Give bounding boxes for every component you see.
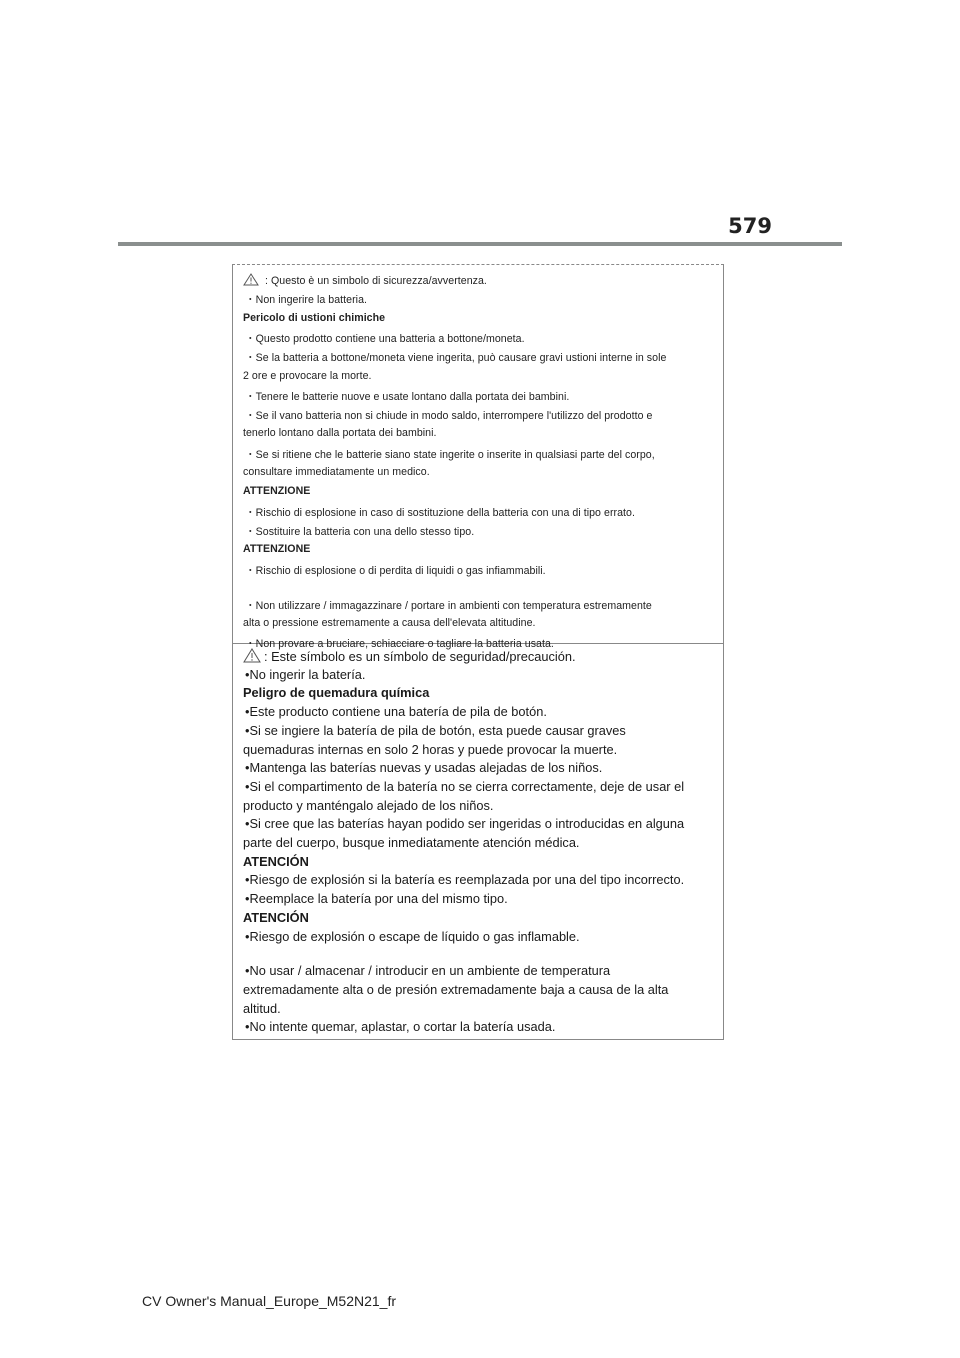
italian-line: tenerlo lontano dalla portata dei bambini. bbox=[243, 427, 437, 440]
spanish-symbol-note bbox=[243, 648, 576, 666]
italian-line: consultare immediatamente un medico. bbox=[243, 466, 430, 478]
spanish-line: •Si se ingiere la batería de pila de botón, esta puede causar graves bbox=[245, 722, 626, 738]
spanish-line: •Reemplace la batería por una del mismo tipo. bbox=[245, 891, 508, 907]
italian-line: ・Rischio di esplosione in caso di sostituzione della batteria con una di tipo errato. bbox=[245, 506, 635, 519]
italian-line: ・Tenere le batterie nuove e usate lontano dalla portata dei bambini. bbox=[245, 390, 570, 403]
italian-symbol-note-text: : Questo è un simbolo di sicurezza/avvertenza. bbox=[262, 275, 487, 287]
spanish-line: producto y manténgalo alejado de los niños. bbox=[243, 797, 494, 813]
header-rule bbox=[118, 242, 842, 246]
spanish-line: ATENCIÓN bbox=[243, 853, 309, 869]
italian-line: ・Sostituire la batteria con una dello stesso tipo. bbox=[245, 525, 475, 538]
italian-line: Pericolo di ustioni chimiche bbox=[243, 311, 386, 324]
spanish-line: •No ingerir la batería. bbox=[245, 666, 366, 682]
italian-line: ・Questo prodotto contiene una batteria a bottone/moneta. bbox=[245, 332, 525, 345]
spanish-line: •No intente quemar, aplastar, o cortar la batería usada. bbox=[245, 1019, 556, 1035]
spanish-line: •Si cree que las baterías hayan podido ser ingeridas o introducidas en alguna bbox=[245, 816, 685, 832]
spanish-line: •Riesgo de explosión si la batería es reemplazada por una del tipo incorrecto. bbox=[245, 872, 685, 888]
italian-line: ATTENZIONE bbox=[243, 485, 311, 498]
spanish-line: •No usar / almacenar / introducir en un ambiente de temperatura bbox=[245, 963, 611, 979]
spanish-line: parte del cuerpo, busque inmediatamente atención médica. bbox=[243, 835, 580, 850]
spanish-line: altitud. bbox=[243, 1000, 281, 1016]
italian-symbol-note bbox=[243, 273, 487, 289]
italian-line: 2 ore e provocare la morte. bbox=[243, 369, 372, 382]
page-footer: CV Owner's Manual_Europe_M52N21_fr bbox=[142, 1293, 397, 1309]
spanish-warning-box bbox=[232, 644, 724, 1040]
italian-line: ・Non provare a bruciare, schiacciare o tagliare la batteria usata. bbox=[245, 638, 554, 651]
italian-line: ・Non utilizzare / immagazzinare / portare in ambienti con temperatura estremamente bbox=[245, 599, 652, 612]
italian-line: ATTENZIONE bbox=[243, 543, 311, 556]
italian-line: ・Se si ritiene che le batterie siano state ingerite o inserite in qualsiasi parte del corpo, bbox=[245, 448, 655, 461]
italian-line: ・Se il vano batteria non si chiude in modo saldo, interrompere l'utilizzo del prodotto e bbox=[245, 410, 653, 423]
italian-line: alta o pressione estremamente a causa dell'elevata altitudine. bbox=[243, 617, 536, 630]
italian-line: ・Se la batteria a bottone/moneta viene ingerita, può causare gravi ustioni interne in sole bbox=[245, 352, 667, 365]
warning-triangle-icon bbox=[243, 273, 259, 289]
spanish-line: •Si el compartimento de la batería no se cierra correctamente, deje de usar el bbox=[245, 778, 685, 794]
spanish-line: •Este producto contiene una batería de pila de botón. bbox=[245, 704, 547, 720]
spanish-line: •Riesgo de explosión o escape de líquido o gas inflamable. bbox=[245, 928, 580, 944]
page-number: 579 bbox=[728, 214, 772, 238]
spanish-line: ATENCIÓN bbox=[243, 909, 309, 925]
italian-warning-box bbox=[232, 264, 724, 651]
spanish-line: extremadamente alta o de presión extremadamente baja a causa de la alta bbox=[243, 981, 669, 997]
spanish-line: Peligro de quemadura química bbox=[243, 685, 430, 701]
spanish-line: quemaduras internas en solo 2 horas y puede provocar la muerte. bbox=[243, 741, 618, 757]
italian-line: ・Rischio di esplosione o di perdita di liquidi o gas infiammabili. bbox=[245, 564, 546, 577]
spanish-line: •Mantenga las baterías nuevas y usadas alejadas de los niños. bbox=[245, 760, 603, 776]
spanish-symbol-note-text: : Este símbolo es un símbolo de seguridad/precaución. bbox=[264, 649, 576, 664]
italian-line: ・Non ingerire la batteria. bbox=[245, 294, 368, 307]
warning-triangle-icon bbox=[243, 648, 261, 666]
